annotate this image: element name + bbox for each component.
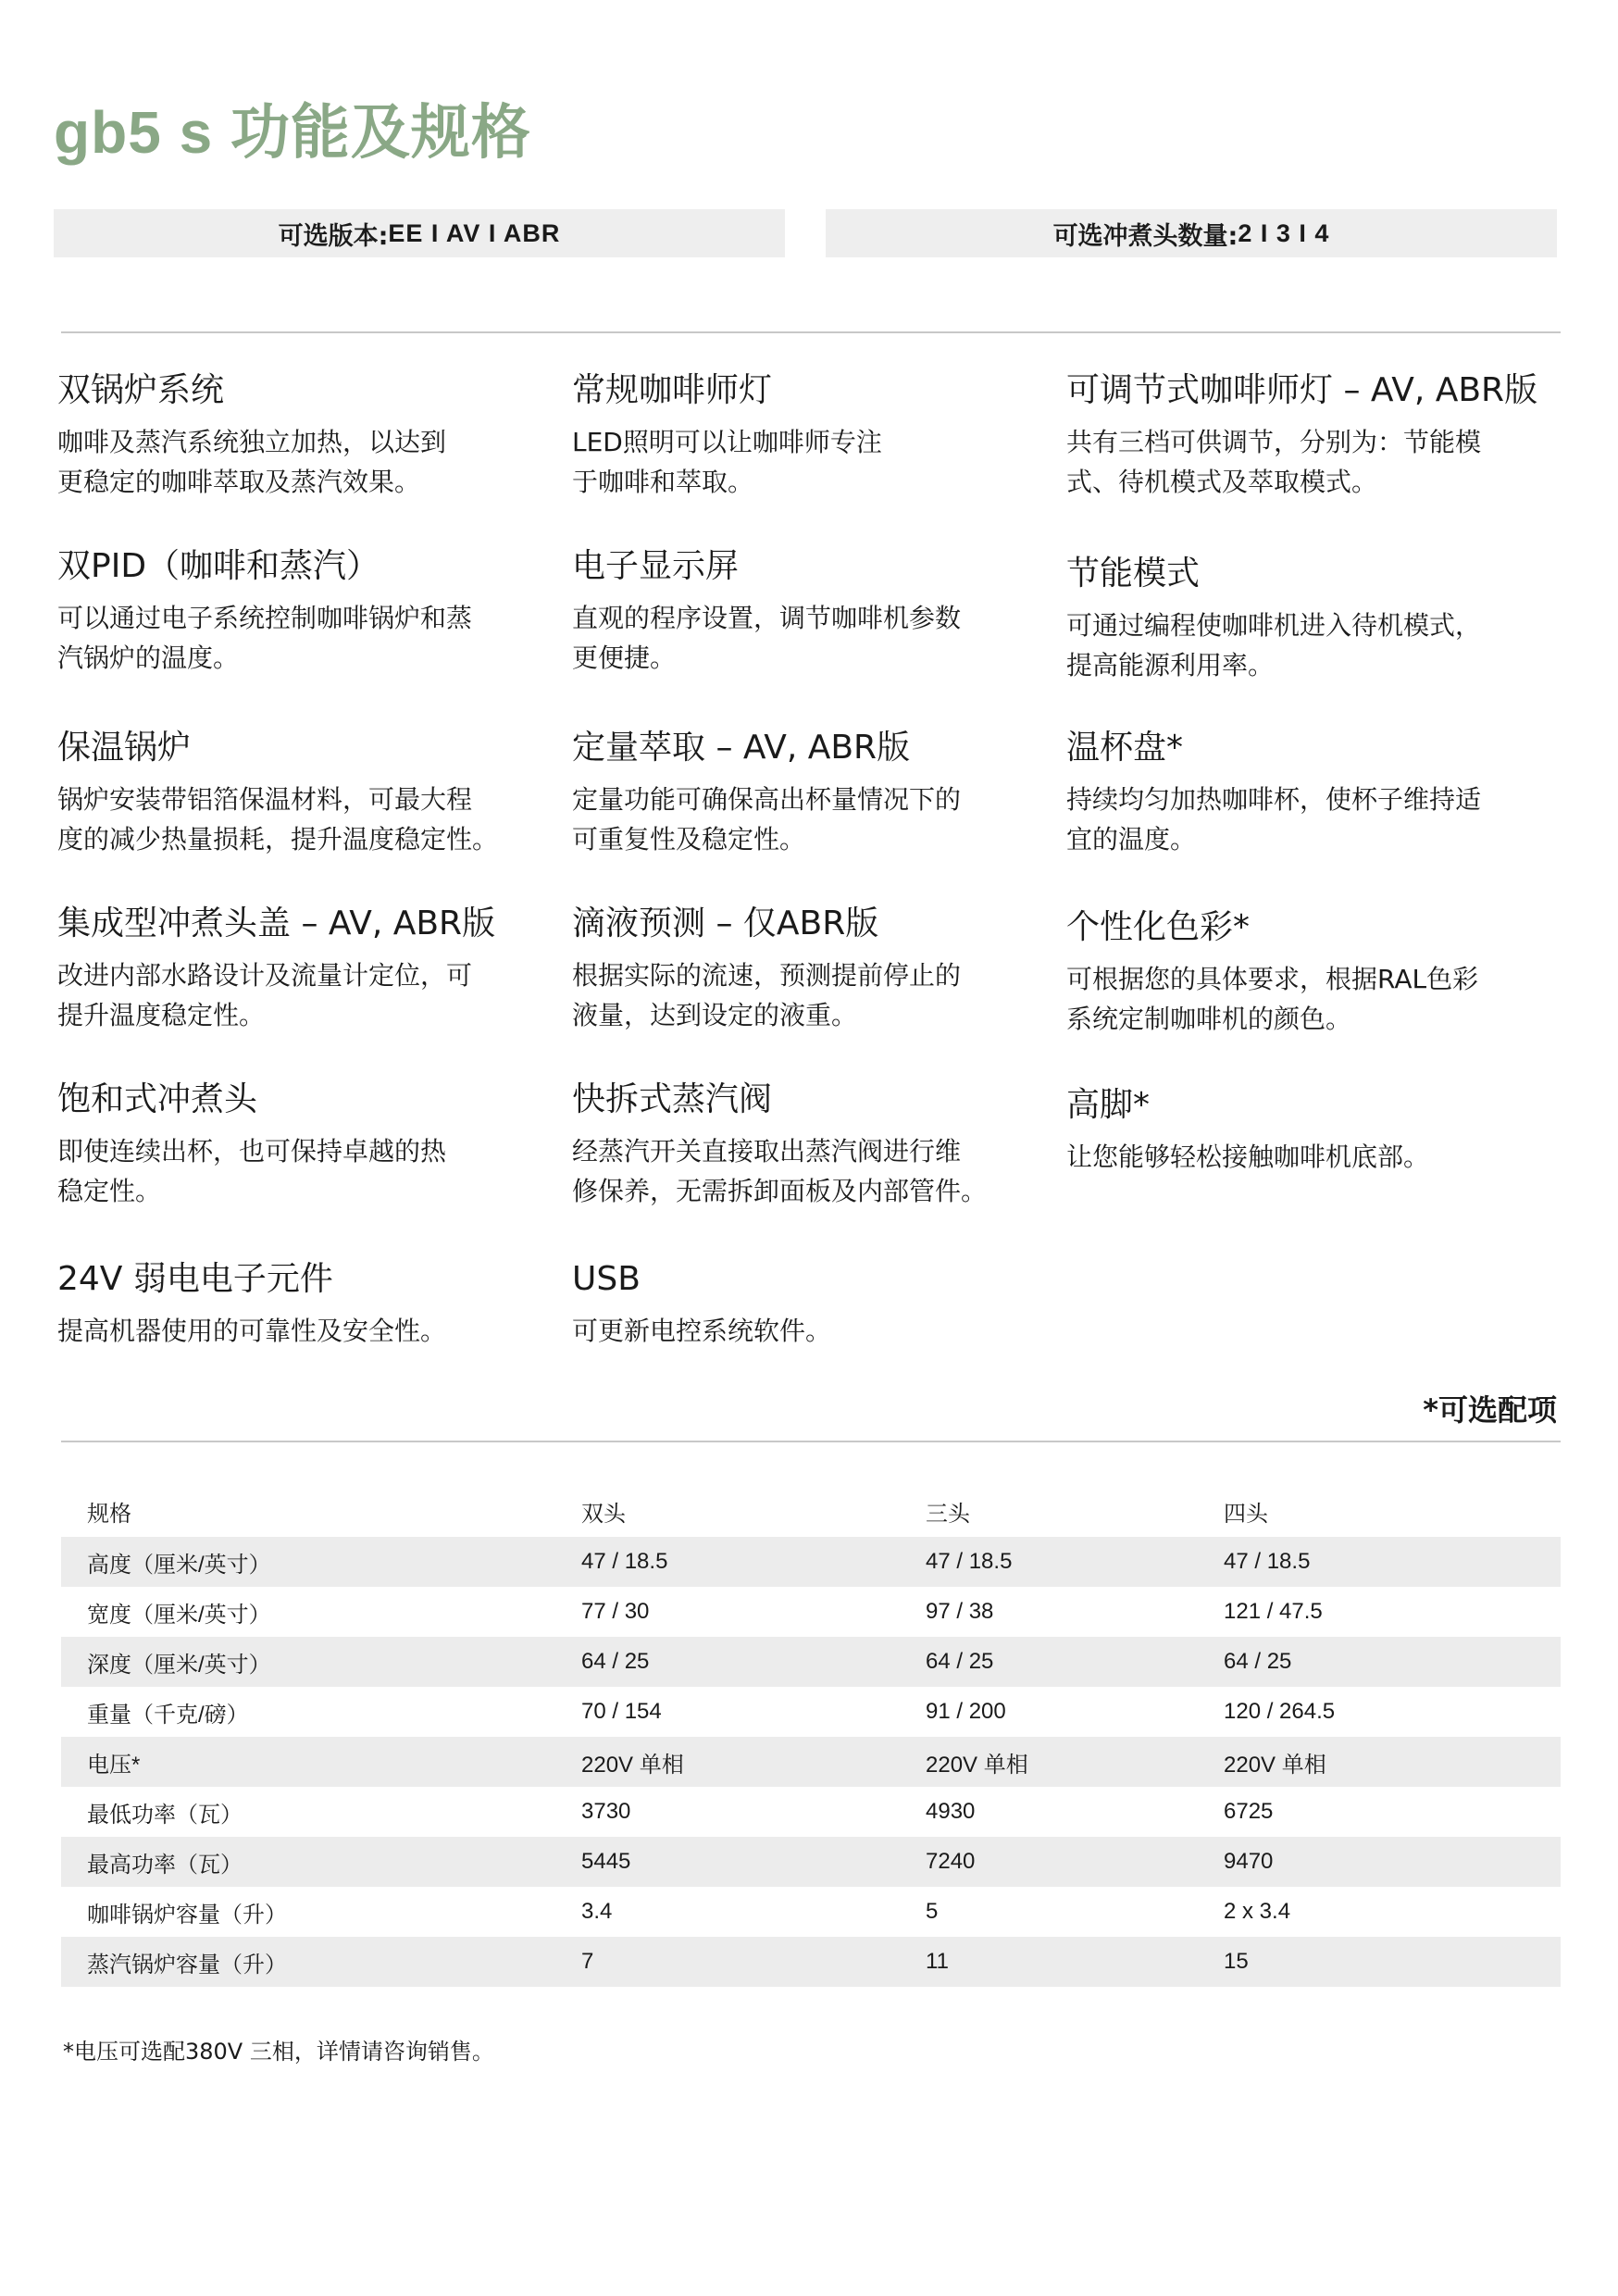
table-cell: 宽度（厘米/英寸）: [87, 1602, 271, 1628]
table-cell: 最高功率（瓦）: [61, 1837, 581, 1887]
table-row: [61, 1737, 1561, 1787]
header-cell: 四头: [1224, 1501, 1268, 1527]
feature-heading: 饱和式冲煮头: [57, 1080, 258, 1118]
feature-heading: USB: [572, 1260, 641, 1298]
table-cell: 121 / 47.5: [1224, 1599, 1323, 1624]
feature-desc: 锅炉安装带铝箔保温材料，可最大程 度的减少热量损耗，提升温度稳定性。: [57, 784, 499, 855]
feature-heading: 保温锅炉: [57, 729, 192, 767]
table-row: [61, 1787, 1561, 1837]
table-cell: 70 / 154: [581, 1699, 662, 1724]
table-cell: 5445: [581, 1837, 926, 1887]
table-row: [61, 1887, 1561, 1937]
table-cell: 4930: [926, 1799, 976, 1824]
feature-item: [1066, 370, 1566, 502]
spec-table: [61, 1485, 1561, 1987]
feature-desc: LED照明可以让咖啡师专注 于咖啡和萃取。: [572, 427, 882, 497]
table-header-row: [61, 1485, 1561, 1537]
table-cell: 咖啡锅炉容量（升）: [87, 1902, 287, 1928]
table-cell: 电压*: [61, 1737, 581, 1787]
page-title: gb5 s 功能及规格: [54, 99, 531, 166]
table-cell: 高度（厘米/英寸）: [61, 1537, 581, 1587]
feature-desc: 可根据您的具体要求，根据RAL色彩 系统定制咖啡机的颜色。: [1066, 964, 1479, 1034]
table-cell: 蒸汽锅炉容量（升）: [61, 1937, 581, 1987]
table-cell: 深度（厘米/英寸）: [61, 1637, 581, 1687]
table-cell: 47 / 18.5: [926, 1537, 1224, 1587]
header-cell: 双头: [581, 1501, 626, 1527]
table-cell: 最低功率（瓦）: [87, 1802, 243, 1828]
versions-label: 可选版本:: [278, 221, 389, 251]
feature-desc: 让您能够轻松接触咖啡机底部。: [1066, 1142, 1430, 1172]
table-cell: 64 / 25: [581, 1637, 926, 1687]
table-cell: 220V 单相: [1224, 1737, 1561, 1787]
voltage-footnote: *电压可选配380V 三相，详情请咨询销售。: [63, 2039, 494, 2065]
feature-desc: 改进内部水路设计及流量计定位，可 提升温度稳定性。: [57, 960, 473, 1030]
table-cell: 220V 单相: [581, 1737, 926, 1787]
table-cell: 2 x 3.4: [1224, 1899, 1291, 1924]
table-cell: 3.4: [581, 1899, 613, 1924]
feature-item: [1066, 728, 1566, 859]
feature-heading: 常规咖啡师灯: [572, 371, 773, 409]
groups-bar: [826, 209, 1557, 257]
feature-item: [572, 728, 1072, 859]
table-cell: 3730: [581, 1799, 631, 1824]
table-cell: 15: [1224, 1937, 1561, 1987]
feature-desc: 提高机器使用的可靠性及安全性。: [57, 1316, 447, 1346]
versions-bar: [54, 209, 785, 257]
feature-heading: 双锅炉系统: [57, 371, 225, 409]
feature-item: [572, 1079, 1072, 1211]
versions-value: EE I AV I ABR: [388, 218, 561, 247]
table-cell: 64 / 25: [926, 1637, 1224, 1687]
groups-value: 2 I 3 I 4: [1238, 218, 1330, 247]
table-row: [61, 1587, 1561, 1637]
feature-desc: 根据实际的流速，预测提前停止的 液量，达到设定的液重。: [572, 960, 962, 1030]
table-row: [61, 1937, 1561, 1987]
table-cell: 77 / 30: [581, 1599, 650, 1624]
feature-desc: 共有三档可供调节，分别为：节能模 式、待机模式及萃取模式。: [1066, 427, 1482, 497]
feature-heading: 温杯盘*: [1066, 729, 1184, 767]
feature-desc: 持续均匀加热咖啡杯，使杯子维持适 宜的温度。: [1066, 784, 1482, 855]
feature-desc: 即使连续出杯，也可保持卓越的热 稳定性。: [57, 1136, 447, 1206]
table-cell: 9470: [1224, 1837, 1561, 1887]
table-cell: 91 / 200: [926, 1699, 1006, 1724]
feature-heading: 可调节式咖啡师灯 – AV, ABR版: [1066, 371, 1538, 409]
feature-heading: 双PID（咖啡和蒸汽）: [57, 547, 380, 585]
feature-desc: 定量功能可确保高出杯量情况下的 可重复性及稳定性。: [572, 784, 962, 855]
feature-item: [57, 904, 557, 1035]
feature-desc: 可以通过电子系统控制咖啡锅炉和蒸 汽锅炉的温度。: [57, 603, 473, 673]
table-row: [61, 1637, 1561, 1687]
table-cell: 重量（千克/磅）: [87, 1702, 249, 1728]
feature-heading: 电子显示屏: [572, 547, 740, 585]
feature-item: [572, 1259, 1072, 1351]
divider-bottom: [61, 1441, 1561, 1442]
divider-top: [61, 331, 1561, 333]
feature-desc: 咖啡及蒸汽系统独立加热，以达到 更稳定的咖啡萃取及蒸汽效果。: [57, 427, 447, 497]
table-cell: 220V 单相: [926, 1737, 1224, 1787]
feature-desc: 可通过编程使咖啡机进入待机模式， 提高能源利用率。: [1066, 610, 1482, 680]
feature-heading: 快拆式蒸汽阀: [572, 1080, 773, 1118]
feature-desc: 经蒸汽开关直接取出蒸汽阀进行维 修保养，无需拆卸面板及内部管件。: [572, 1136, 988, 1206]
table-cell: 47 / 18.5: [1224, 1537, 1561, 1587]
groups-label: 可选冲煮头数量:: [1052, 221, 1238, 251]
feature-item: [57, 546, 557, 678]
table-cell: 7240: [926, 1837, 1224, 1887]
feature-item: [572, 370, 1072, 502]
table-row: [61, 1537, 1561, 1587]
feature-heading: 高脚*: [1066, 1086, 1151, 1124]
feature-heading: 集成型冲煮头盖 – AV, ABR版: [57, 905, 496, 942]
table-cell: 7: [581, 1937, 926, 1987]
header-cell: 三头: [926, 1501, 970, 1527]
feature-heading: 24V 弱电电子元件: [57, 1260, 333, 1298]
feature-desc: 可更新电控系统软件。: [572, 1316, 832, 1346]
feature-item: [572, 904, 1072, 1035]
feature-heading: 滴液预测 – 仅ABR版: [572, 905, 879, 942]
header-cell: 规格: [87, 1501, 131, 1527]
table-cell: 47 / 18.5: [581, 1537, 926, 1587]
feature-item: [57, 1079, 557, 1211]
table-cell: 6725: [1224, 1799, 1274, 1824]
feature-item: [57, 728, 557, 859]
feature-heading: 个性化色彩*: [1066, 908, 1251, 946]
table-cell: 11: [926, 1937, 1224, 1987]
feature-item: [57, 370, 557, 502]
feature-item: [1066, 1085, 1566, 1177]
feature-heading: 节能模式: [1066, 555, 1201, 593]
table-cell: 64 / 25: [1224, 1637, 1561, 1687]
table-cell: 97 / 38: [926, 1599, 994, 1624]
feature-heading: 定量萃取 – AV, ABR版: [572, 729, 911, 767]
feature-item: [1066, 907, 1566, 1039]
table-cell: 5: [926, 1899, 939, 1924]
feature-item: [57, 1259, 557, 1351]
feature-item: [572, 546, 1072, 678]
optional-note: *可选配项: [1423, 1392, 1557, 1428]
table-cell: 120 / 264.5: [1224, 1699, 1336, 1724]
table-row: [61, 1687, 1561, 1737]
feature-desc: 直观的程序设置，调节咖啡机参数 更便捷。: [572, 603, 962, 673]
table-row: [61, 1837, 1561, 1887]
feature-item: [1066, 554, 1566, 685]
